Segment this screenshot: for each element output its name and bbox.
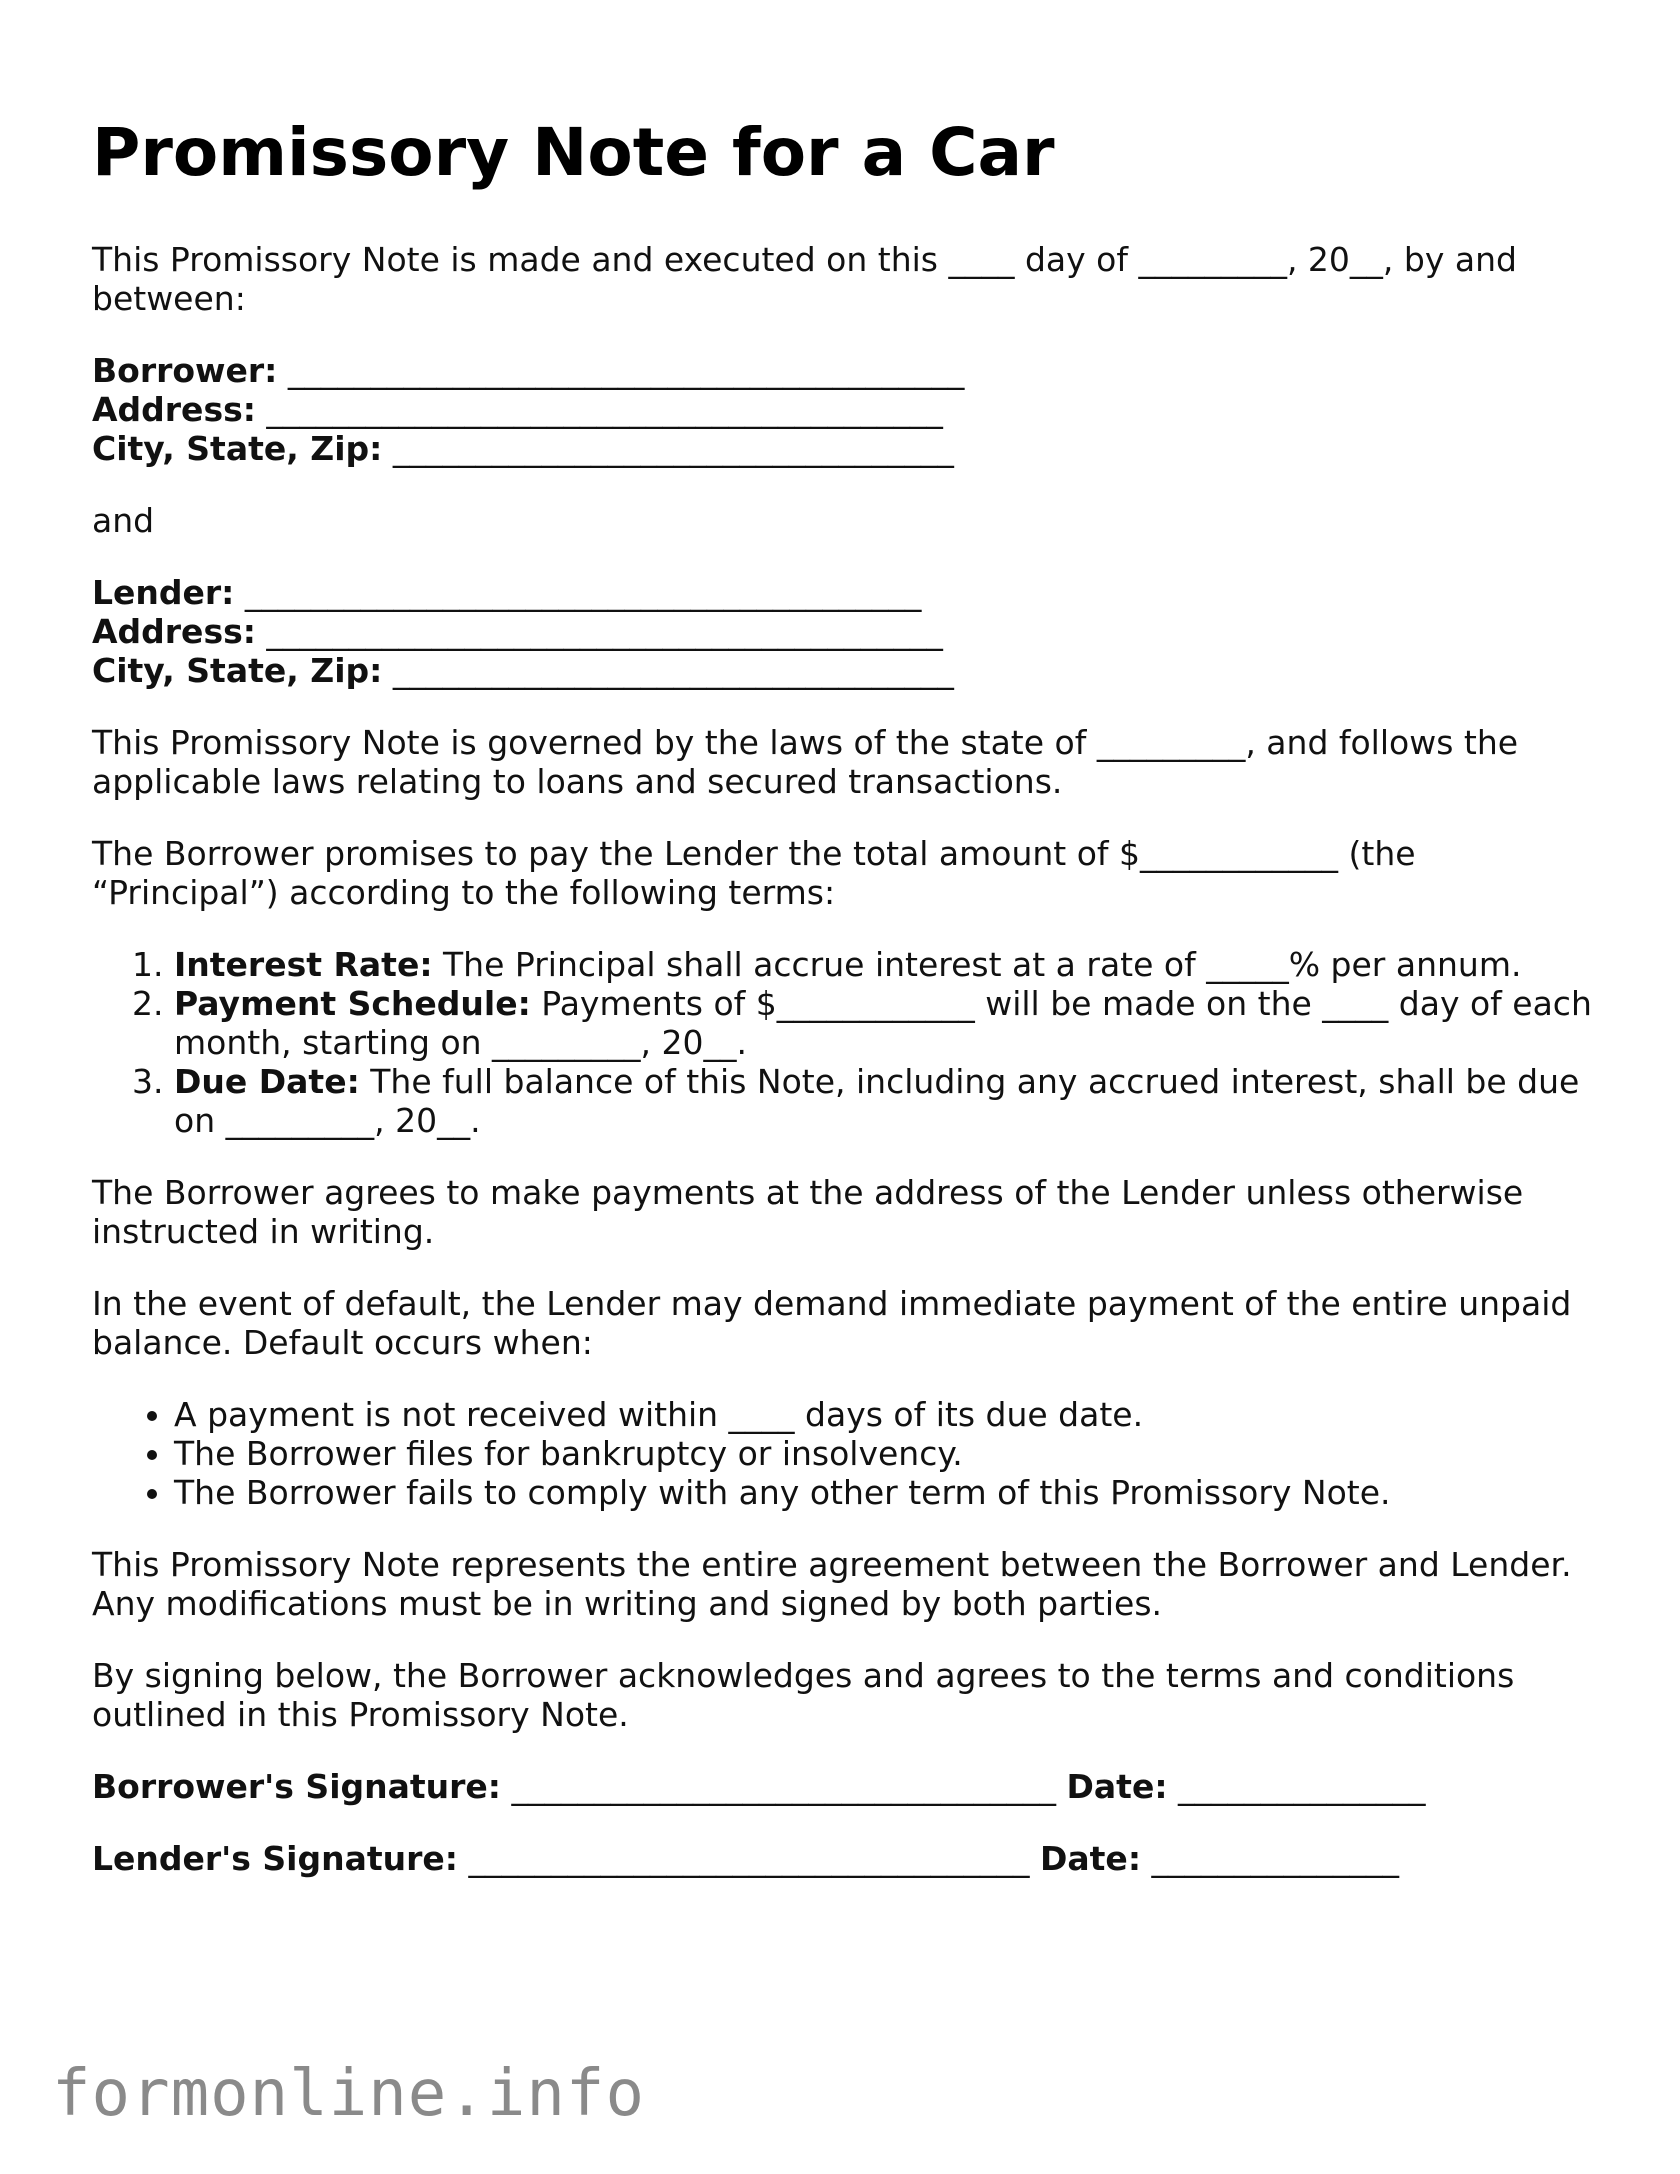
payment-location-paragraph: The Borrower agrees to make payments at the address of the Lender unless otherwise instructed in writing. xyxy=(92,1173,1524,1251)
document-page xyxy=(92,112,1612,1911)
lender-name-blank: _________________________________________ xyxy=(244,573,922,612)
term-label: Due Date: xyxy=(174,1062,360,1101)
lender-city-blank: __________________________________ xyxy=(392,651,954,690)
borrower-block xyxy=(92,351,1612,468)
default-conditions-list xyxy=(92,1395,1612,1512)
lender-address-row xyxy=(92,612,1612,651)
lender-address-blank: _________________________________________ xyxy=(266,612,943,651)
lender-date-blank: _______________ xyxy=(1151,1839,1400,1878)
borrower-address-row xyxy=(92,390,1612,429)
list-item: • The Borrower fails to comply with any other term of this Promissory Note. xyxy=(174,1473,1612,1512)
document-title: Promissory Note for a Car xyxy=(92,114,1055,191)
borrower-city-blank: __________________________________ xyxy=(392,429,954,468)
term-item-payment-schedule xyxy=(174,984,1612,1062)
term-item-due-date xyxy=(174,1062,1612,1140)
lender-city-label: City, State, Zip: xyxy=(92,651,383,690)
default-intro-paragraph: In the event of default, the Lender may demand immediate payment of the entire unpaid balance. Default occurs when: xyxy=(92,1284,1572,1362)
acknowledgement-paragraph: By signing below, the Borrower acknowledges and agrees to the terms and conditions outlined in this Promissory Note. xyxy=(92,1656,1515,1734)
borrower-signature-blank: _________________________________ xyxy=(511,1767,1057,1806)
borrower-address-label: Address: xyxy=(92,390,256,429)
site-watermark: formonline.info xyxy=(52,2057,645,2131)
list-item: • A payment is not received within ____ days of its due date. xyxy=(174,1395,1612,1434)
borrower-date-label: Date: xyxy=(1066,1767,1168,1806)
lender-address-label: Address: xyxy=(92,612,256,651)
borrower-address-blank: _________________________________________ xyxy=(266,390,943,429)
list-item: • The Borrower files for bankruptcy or insolvency. xyxy=(174,1434,1612,1473)
lender-block xyxy=(92,573,1612,690)
connector-text: and xyxy=(92,501,155,540)
borrower-name-row xyxy=(92,351,1612,390)
lender-date-label: Date: xyxy=(1040,1839,1142,1878)
borrower-name-blank: _________________________________________ xyxy=(287,351,965,390)
borrower-date-blank: _______________ xyxy=(1178,1767,1426,1806)
term-text: The full balance of this Note, including any accrued interest, shall be due on _________, 20__. xyxy=(174,1062,1580,1140)
terms-list xyxy=(92,945,1612,1140)
term-item-interest-rate xyxy=(174,945,1612,984)
borrower-city-row xyxy=(92,429,1612,468)
borrower-city-label: City, State, Zip: xyxy=(92,429,383,468)
borrower-signature-label: Borrower's Signature: xyxy=(92,1767,502,1806)
lender-signature-blank: __________________________________ xyxy=(468,1839,1030,1878)
lender-name-row xyxy=(92,573,1612,612)
term-label: Interest Rate: xyxy=(174,945,433,984)
lender-signature-row xyxy=(92,1839,1612,1878)
borrower-name-label: Borrower: xyxy=(92,351,278,390)
intro-paragraph: This Promissory Note is made and executed on this ____ day of _________, 20__, by and between: xyxy=(92,240,1517,318)
principal-paragraph: The Borrower promises to pay the Lender the total amount of $____________ (the “Principal”) according to the following terms: xyxy=(92,834,1416,912)
governing-law-paragraph: This Promissory Note is governed by the laws of the state of _________, and follows the applicable laws relating to loans and secured transactions. xyxy=(92,723,1519,801)
lender-city-row xyxy=(92,651,1612,690)
term-text: Payments of $____________ will be made on the ____ day of each month, starting on _________, 20__. xyxy=(174,984,1592,1062)
entire-agreement-paragraph: This Promissory Note represents the entire agreement between the Borrower and Lender. Any modifications must be in writing and signed by both parties. xyxy=(92,1545,1572,1623)
term-text: The Principal shall accrue interest at a rate of _____% per annum. xyxy=(432,945,1522,984)
lender-name-label: Lender: xyxy=(92,573,235,612)
lender-signature-label: Lender's Signature: xyxy=(92,1839,458,1878)
term-label: Payment Schedule: xyxy=(174,984,531,1023)
borrower-signature-row xyxy=(92,1767,1612,1806)
